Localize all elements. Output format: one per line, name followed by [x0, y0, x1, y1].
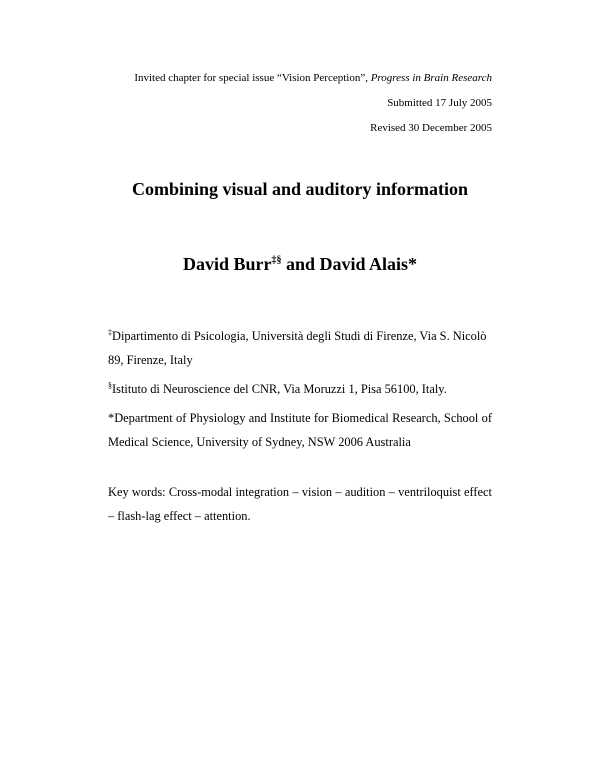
author-2-name: and David Alais* [281, 254, 418, 274]
affiliation-text: *Department of Physiology and Institute for Biomedical Research, School of Medical Science, University of Sydney, NSW 2006 Australia [108, 411, 492, 449]
header-block [100, 66, 492, 141]
affiliation-text: Istituto di Neuroscience del CNR, Via Moruzzi 1, Pisa 56100, Italy. [112, 382, 447, 396]
header-invitation [100, 66, 492, 91]
paper-title: Combining visual and auditory information [131, 179, 469, 199]
journal-name: Progress in Brain Research [370, 72, 492, 84]
affiliation-mark: ‡ [108, 327, 112, 337]
affiliation-sydney [108, 406, 492, 454]
affiliation-pisa [108, 377, 492, 401]
revised-date: Revised 30 December 2005 [370, 122, 492, 134]
affiliation-florence [108, 324, 492, 372]
author-1-name: David Burr [182, 254, 272, 274]
submitted-date: Submitted 17 July 2005 [387, 97, 492, 109]
affiliation-text: Dipartimento di Psicologia, Università degli Studi di Firenze, Via S. Nicolò 89, Firenze, Italy [108, 329, 487, 367]
author-line [0, 252, 600, 276]
affiliations [108, 324, 492, 459]
author-1-affiliation-marks: ‡§ [271, 255, 282, 266]
keywords: Key words: Cross-modal integration – vision – audition – ventriloquist effect – flash-lag effect – attention. [108, 485, 492, 523]
affiliation-mark: § [108, 380, 112, 390]
invitation-text: Invited chapter for special issue “Vision Perception”, [134, 72, 371, 84]
